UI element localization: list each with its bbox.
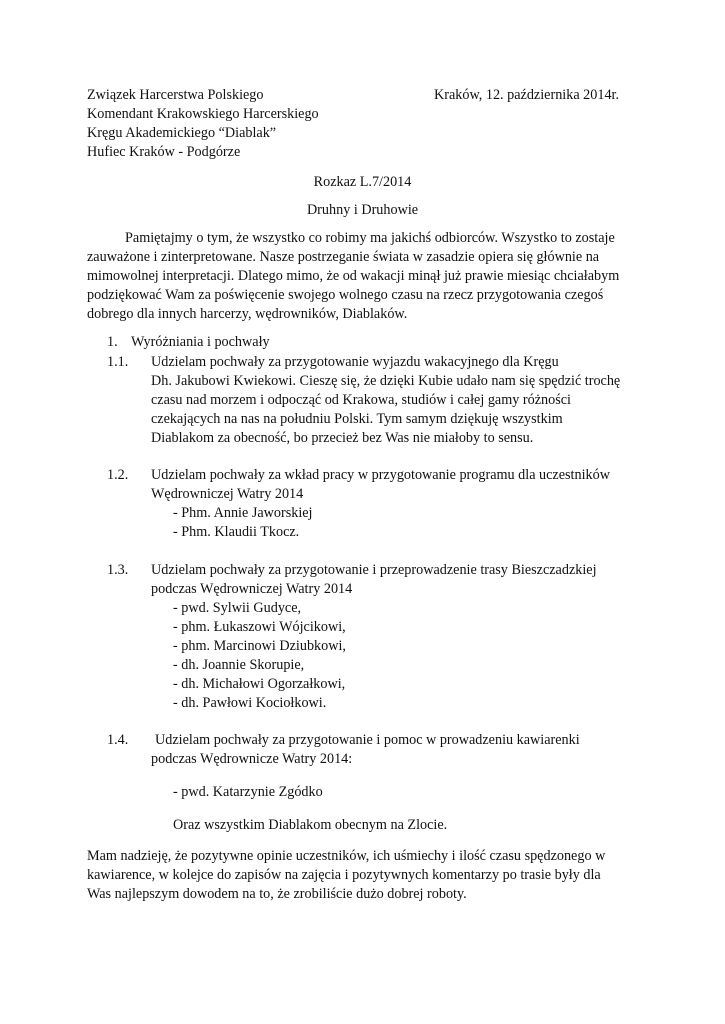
item-1-3-name: - phm. Marcinowi Dziubkowi, bbox=[173, 638, 346, 654]
item-1-2-line: Udzielam pochwały za wkład pracy w przygotowanie programu dla uczestników bbox=[151, 467, 610, 483]
item-1-4-name: - pwd. Katarzynie Zgódko bbox=[173, 784, 323, 800]
org-name-line-4: Hufiec Kraków - Podgórze bbox=[87, 144, 241, 160]
org-name-line-2: Komendant Krakowskiego Harcerskiego bbox=[87, 106, 319, 122]
place-date: Kraków, 12. października 2014r. bbox=[434, 87, 620, 103]
item-1-4-number: 1.4. bbox=[107, 732, 129, 748]
closing-line-1: Mam nadzieję, że pozytywne opinie uczestników, ich uśmiechy i ilość czasu spędzonego w bbox=[87, 848, 606, 864]
item-1-1-line: Dh. Jakubowi Kwiekowi. Cieszę się, że dzięki Kubie udało nam się spędzić trochę bbox=[151, 373, 621, 389]
item-1-2-line: Wędrowniczej Watry 2014 bbox=[151, 486, 304, 502]
item-1-3-line: Udzielam pochwały za przygotowanie i przeprowadzenie trasy Bieszczadzkiej bbox=[151, 562, 597, 578]
item-1-3-name: - pwd. Sylwii Gudyce, bbox=[173, 600, 302, 616]
section-1-title: Wyróżniania i pochwały bbox=[131, 334, 270, 350]
intro-line-3: mimowolnej interpretacji. Dlatego mimo, że od wakacji minął już prawie miesiąc chciałabym bbox=[87, 268, 620, 284]
item-1-3-name: - dh. Pawłowi Kociołkowi. bbox=[173, 695, 327, 711]
item-1-3-line: podczas Wędrowniczej Watry 2014 bbox=[151, 581, 353, 597]
item-1-1-line: czasu nad morzem i odpocząć od Krakowa, studiów i całej gamy różności bbox=[151, 392, 571, 408]
item-1-3-number: 1.3. bbox=[107, 562, 129, 578]
intro-line-2: zauważone i zinterpretowane. Nasze postrzeganie świata w zasadzie opiera się głównie na bbox=[87, 249, 600, 265]
item-1-4-line: podczas Wędrownicze Watry 2014: bbox=[151, 751, 353, 767]
item-1-3-name: - phm. Łukaszowi Wójcikowi, bbox=[173, 619, 346, 635]
item-1-3-name: - dh. Michałowi Ogorzałkowi, bbox=[173, 676, 346, 692]
org-name-line-1: Związek Harcerstwa Polskiego bbox=[87, 87, 264, 103]
item-1-3-name: - dh. Joannie Skorupie, bbox=[173, 657, 305, 673]
item-1-4-extra: Oraz wszystkim Diablakom obecnym na Zlocie. bbox=[173, 817, 448, 833]
salutation: Druhny i Druhowie bbox=[306, 202, 419, 218]
item-1-1-line: czekających na nas na południu Polski. Tym samym dziękuję wszystkim bbox=[151, 411, 563, 427]
intro-line-5: dobrego dla innych harcerzy, wędrowników, Diablaków. bbox=[87, 306, 408, 322]
org-name-line-3: Kręgu Akademickiego “Diablak” bbox=[87, 125, 277, 141]
section-1-number: 1. bbox=[107, 334, 118, 350]
item-1-2-name: - Phm. Klaudii Tkocz. bbox=[173, 524, 300, 540]
intro-line-4: podziękować Wam za poświęcenie swojego wolnego czasu na rzecz przygotowania czegoś bbox=[87, 287, 604, 303]
item-1-1-number: 1.1. bbox=[107, 354, 129, 370]
item-1-1-line: Diablakom za obecność, bo przecież bez Was nie miałoby to sensu. bbox=[151, 430, 534, 446]
order-title: Rozkaz L.7/2014 bbox=[313, 174, 412, 190]
item-1-2-number: 1.2. bbox=[107, 467, 129, 483]
item-1-4-line: Udzielam pochwały za przygotowanie i pomoc w prowadzeniu kawiarenki bbox=[155, 732, 580, 748]
intro-line-1: Pamiętajmy o tym, że wszystko co robimy ma jakichś odbiorców. Wszystko to zostaje bbox=[125, 230, 615, 246]
closing-line-2: kawiarence, w kolejce do zapisów na zajęcia i pozytywnych komentarzy po trasie były dla bbox=[87, 867, 601, 883]
item-1-1-line: Udzielam pochwały za przygotowanie wyjazdu wakacyjnego dla Kręgu bbox=[151, 354, 559, 370]
closing-line-3: Was najlepszym dowodem na to, że zrobiliście dużo dobrej roboty. bbox=[87, 886, 467, 902]
item-1-2-name: - Phm. Annie Jaworskiej bbox=[173, 505, 313, 521]
